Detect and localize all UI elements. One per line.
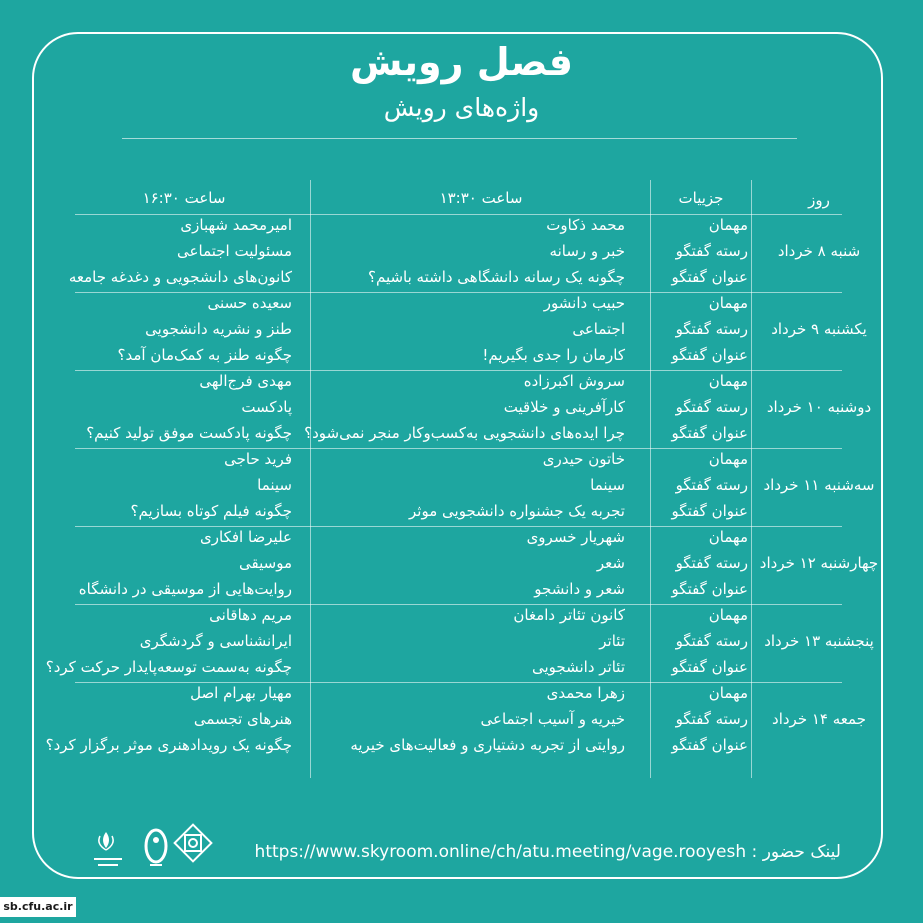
detail-label: مهمان (708, 372, 748, 390)
slot1-value: کارآفرینی و خلاقیت (503, 398, 625, 416)
detail-label: رسته گفتگو (675, 476, 748, 494)
detail-label: عنوان گفتگو (671, 580, 748, 598)
slot2-value: امیرمحمد شهبازی (180, 216, 292, 234)
detail-label: رسته گفتگو (675, 320, 748, 338)
slot1-value: خبر و رسانه (549, 242, 625, 260)
slot1-value: کانون تئاتر دامغان (513, 606, 625, 624)
slot1-value: شعر (596, 554, 625, 572)
slot2-value: فرید حاجی (224, 450, 292, 468)
slot1-value: خاتون حیدری (542, 450, 625, 468)
detail-label: عنوان گفتگو (671, 502, 748, 520)
festival-logo (146, 830, 166, 866)
detail-label: عنوان گفتگو (671, 736, 748, 754)
slot2-value: مهیار بهرام اصل (190, 684, 292, 702)
detail-label: مهمان (708, 294, 748, 312)
header-day: روز (808, 191, 830, 209)
detail-label: مهمان (708, 684, 748, 702)
day-cell: شنبه ۸ خرداد (777, 242, 861, 260)
detail-label: رسته گفتگو (675, 554, 748, 572)
title-divider (122, 138, 797, 139)
detail-label: عنوان گفتگو (671, 658, 748, 676)
day-cell: جمعه ۱۴ خرداد (772, 710, 866, 728)
slot2-value: مسئولیت اجتماعی (177, 242, 292, 260)
slot2-value: کانون‌های دانشجویی و دغدغه جامعه (68, 268, 292, 286)
slot1-value: روایتی از تجربه دشتیاری و فعالیت‌های خیریه (350, 736, 625, 754)
slot1-value: خیریه و آسیب اجتماعی (480, 710, 625, 728)
detail-label: مهمان (708, 216, 748, 234)
slot2-value: چگونه به‌سمت توسعه‌پایدار حرکت کرد؟ (45, 658, 292, 676)
slot1-value: چرا ایده‌های دانشجویی به‌کسب‌وکار منجر نمی‌شود؟ (304, 424, 625, 442)
day-cell: دوشنبه ۱۰ خرداد (766, 398, 872, 416)
detail-label: عنوان گفتگو (671, 268, 748, 286)
column-divider (310, 180, 311, 778)
slot1-value: شعر و دانشجو (534, 580, 625, 598)
slot1-value: چگونه یک رسانه دانشگاهی داشته باشیم؟ (368, 268, 625, 286)
day-cell: یکشنبه ۹ خرداد (771, 320, 867, 338)
day-cell: پنجشنبه ۱۳ خرداد (764, 632, 874, 650)
page-title: فصل رویش (350, 40, 573, 84)
slot1-value: تئاتر دانشجویی (531, 658, 625, 676)
slot2-value: چگونه فیلم کوتاه بسازیم؟ (130, 502, 292, 520)
slot1-value: زهرا محمدی (546, 684, 625, 702)
detail-label: عنوان گفتگو (671, 346, 748, 364)
slot1-value: حبیب دانشور (543, 294, 625, 312)
slot1-value: شهریار خسروی (526, 528, 625, 546)
detail-label: عنوان گفتگو (671, 424, 748, 442)
slot1-value: اجتماعی (572, 320, 625, 338)
ministry-logo (94, 832, 122, 866)
detail-label: مهمان (708, 450, 748, 468)
detail-label: مهمان (708, 606, 748, 624)
slot1-value: تجربه یک جشنواره دانشجویی موثر (409, 502, 625, 520)
slot2-value: مهدی فرج‌الهی (199, 372, 292, 390)
slot2-value: سینما (257, 476, 292, 494)
detail-label: رسته گفتگو (675, 632, 748, 650)
header-slot2: ساعت ۱۶:۳۰ (142, 189, 226, 207)
slot2-value: روایت‌هایی از موسیقی در دانشگاه (78, 580, 292, 598)
slot2-value: چگونه پادکست موفق تولید کنیم؟ (86, 424, 292, 442)
slot2-value: طنز و نشریه دانشجویی (145, 320, 292, 338)
university-logo (175, 825, 212, 862)
slot1-value: محمد ذکاوت (546, 216, 625, 234)
slot2-value: سعیده حسنی (207, 294, 292, 312)
slot1-value: سروش اکبرزاده (523, 372, 625, 390)
slot2-value: علیرضا افکاری (200, 528, 292, 546)
slot2-value: پادکست (241, 398, 292, 416)
detail-label: رسته گفتگو (675, 242, 748, 260)
day-cell: چهارشنبه ۱۲ خرداد (759, 554, 879, 572)
sponsor-logos (92, 820, 220, 880)
attendance-link[interactable]: https://www.skyroom.online/ch/atu.meeting/vage.rooyesh : لینک حضور (254, 842, 841, 862)
page-subtitle: واژه‌های رویش (383, 93, 540, 122)
day-cell: سه‌شنبه ۱۱ خرداد (763, 476, 875, 494)
slot1-value: سینما (590, 476, 625, 494)
slot1-value: تئاتر (599, 632, 625, 650)
site-badge[interactable]: sb.cfu.ac.ir (0, 897, 76, 917)
detail-label: رسته گفتگو (675, 710, 748, 728)
slot2-value: مریم دهاقانی (209, 606, 292, 624)
header-details: جزییات (678, 189, 724, 207)
slot2-value: موسیقی (239, 554, 292, 572)
slot2-value: چگونه یک رویدادهنری موثر برگزار کرد؟ (45, 736, 292, 754)
slot2-value: ایرانشناسی و گردشگری (139, 632, 292, 650)
detail-label: رسته گفتگو (675, 398, 748, 416)
column-divider (650, 180, 651, 778)
slot1-value: کارمان را جدی بگیریم! (482, 346, 625, 364)
slot2-value: چگونه طنز به کمک‌مان آمد؟ (117, 346, 292, 364)
detail-label: مهمان (708, 528, 748, 546)
slot2-value: هنرهای تجسمی (193, 710, 292, 728)
header-slot1: ساعت ۱۳:۳۰ (439, 189, 523, 207)
